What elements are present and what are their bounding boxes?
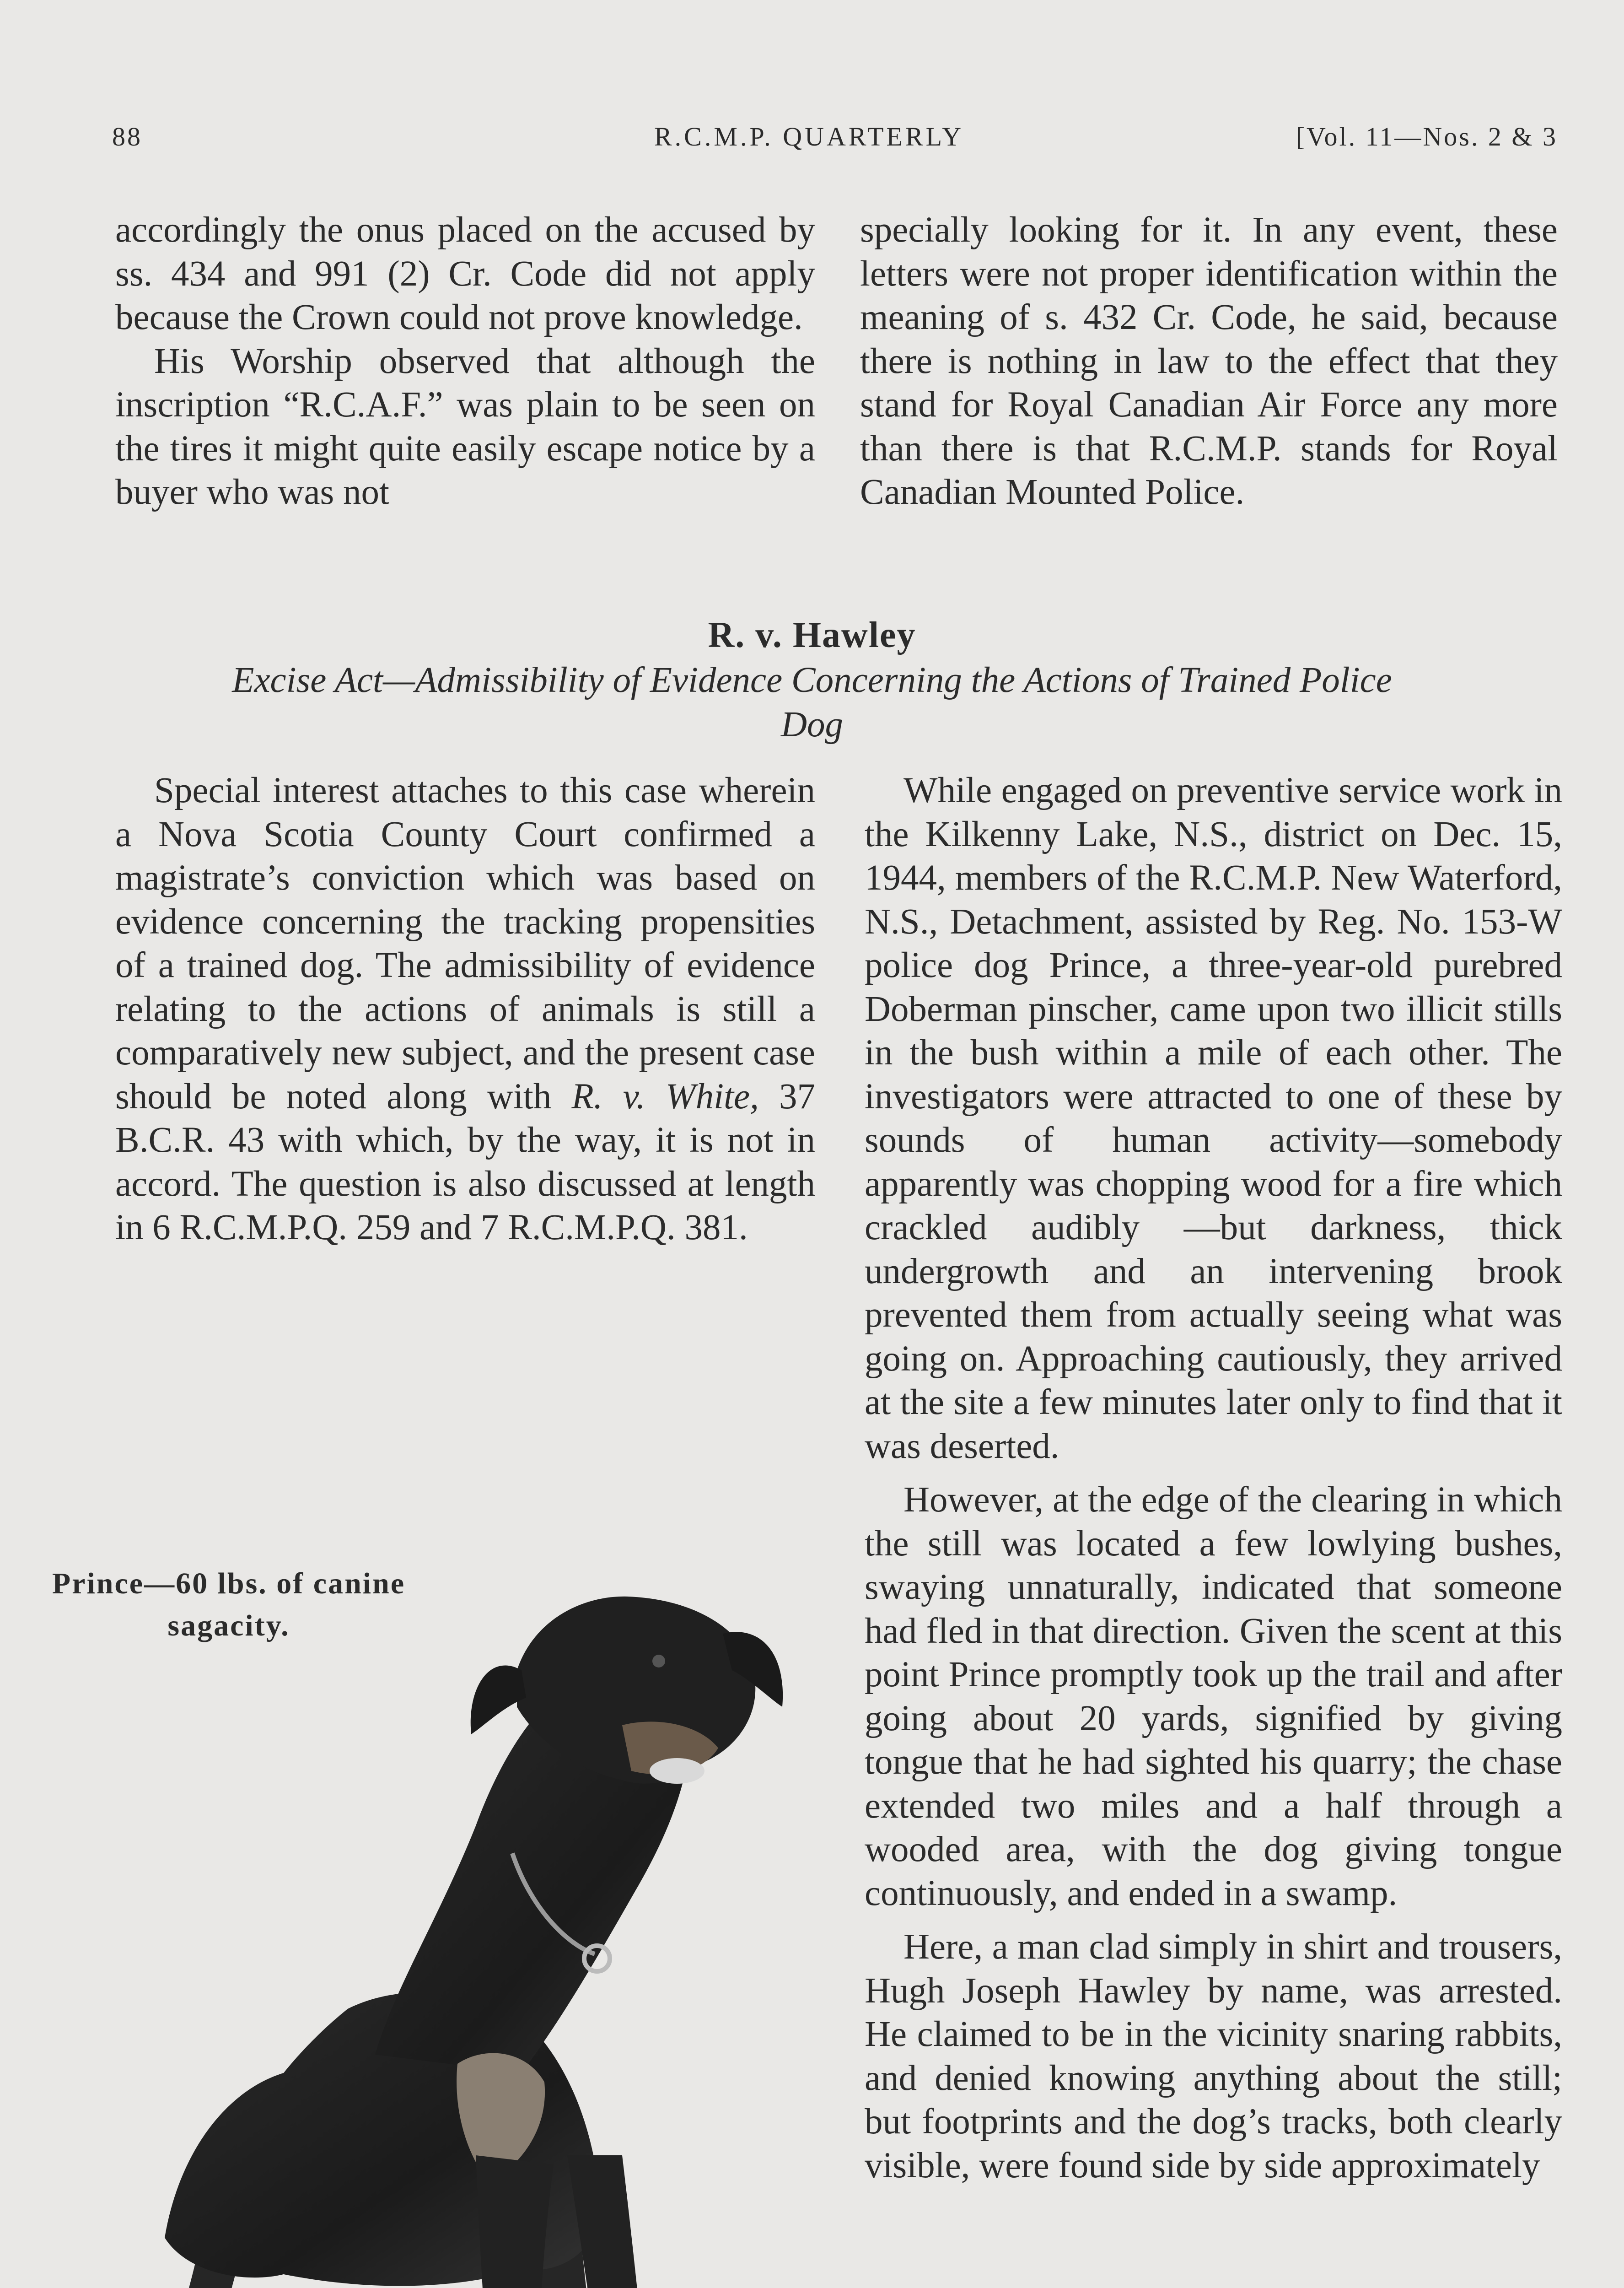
case-narrative-column bbox=[865, 769, 1562, 2187]
intro-text-before-cite: Special interest attaches to this case wherein a Nova Scotia County Court confirmed a magistrate’s conviction which was based on evidence concerning the tracking propensities of a trained dog. The admissibility of evidence relating to the actions of animals is still a comparatively new subject, and the present case should be noted along with bbox=[115, 771, 815, 1117]
paragraph: While engaged on preventive service work in the Kilkenny Lake, N.S., district on Dec. 15, 1944, members of the R.C.M.P. New Waterford, N.S., Detachment, assisted by Reg. No. 153-W police dog Prince, a three-year-old purebred Doberman pinscher, came upon two illicit stills in the bush within a mile of each other. The investigators were attracted to one of these by sounds of human activity—somebody apparently was chopping wood for a fire which crackled audibly —but darkness, thick undergrowth and an intervening brook prevented them from actually seeing what was going on. Approaching cautiously, they arrived at the site a few minutes later only to find that it was deserted. bbox=[865, 771, 1562, 1466]
previous-case-left-column bbox=[115, 208, 815, 514]
paragraph: His Worship observed that although the inscription “R.C.A.F.” was plain to be seen on the tires it might quite easily escape notice by a buyer who was not bbox=[115, 341, 815, 512]
previous-case-right-column bbox=[860, 208, 1558, 514]
paragraph: However, at the edge of the clearing in which the still was located a few lowlying bushes, swaying unnaturally, indicated that someone had fled in that direction. Given the scent at this point Prince promptly took up the trail and after going about 20 yards, signified by giving tongue that he had sighted his quarry; the chase extended two miles and a half through a wooded area, with the dog giving tongue continuously, and ended in a swamp. bbox=[865, 1480, 1562, 1913]
case-heading bbox=[0, 612, 1624, 747]
intro-paragraph bbox=[115, 769, 815, 1250]
paragraph: specially looking for it. In any event, these letters were not proper identification within the meaning of s. 432 Cr. Code, he said, because there is nothing in law to the effect that they stand for Royal Canadian Air Force any more than there is that R.C.M.P. stands for Royal Canadian Mounted Police. bbox=[860, 210, 1558, 512]
paragraph: accordingly the onus placed on the accused by ss. 434 and 991 (2) Cr. Code did not apply because the Crown could not prove knowledge. bbox=[115, 210, 815, 337]
dog-photograph bbox=[27, 1377, 805, 2288]
case-citation: R. v. White, bbox=[571, 1076, 759, 1117]
photo-caption: Prince—60 lbs. of canine sagacity. bbox=[52, 1567, 406, 1642]
case-title: R. v. Hawley bbox=[708, 615, 916, 655]
journal-title: R.C.M.P. QUARTERLY bbox=[654, 122, 964, 151]
intro-note-column bbox=[115, 769, 815, 1250]
volume-info: [Vol. 11—Nos. 2 & 3 bbox=[1296, 122, 1558, 151]
intro-text-after-cite: 37 B.C.R. 43 with which, by the way, it is not in accord. The question is also discussed at length in 6 R.C.M.P.Q. 259 and 7 R.C.M.P.Q. 381. bbox=[115, 1076, 815, 1247]
page-number: 88 bbox=[112, 122, 142, 151]
case-subtitle: Excise Act—Admissibility of Evidence Concerning the Actions of Trained Police Dog bbox=[232, 660, 1392, 745]
paragraph: Here, a man clad simply in shirt and trousers, Hugh Joseph Hawley by name, was arrested. He claimed to be in the vicinity snaring rabbits, and denied knowing anything about the still; but footprints and the dog’s tracks, both clearly visible, were found side by side approximately bbox=[865, 1927, 1562, 2185]
